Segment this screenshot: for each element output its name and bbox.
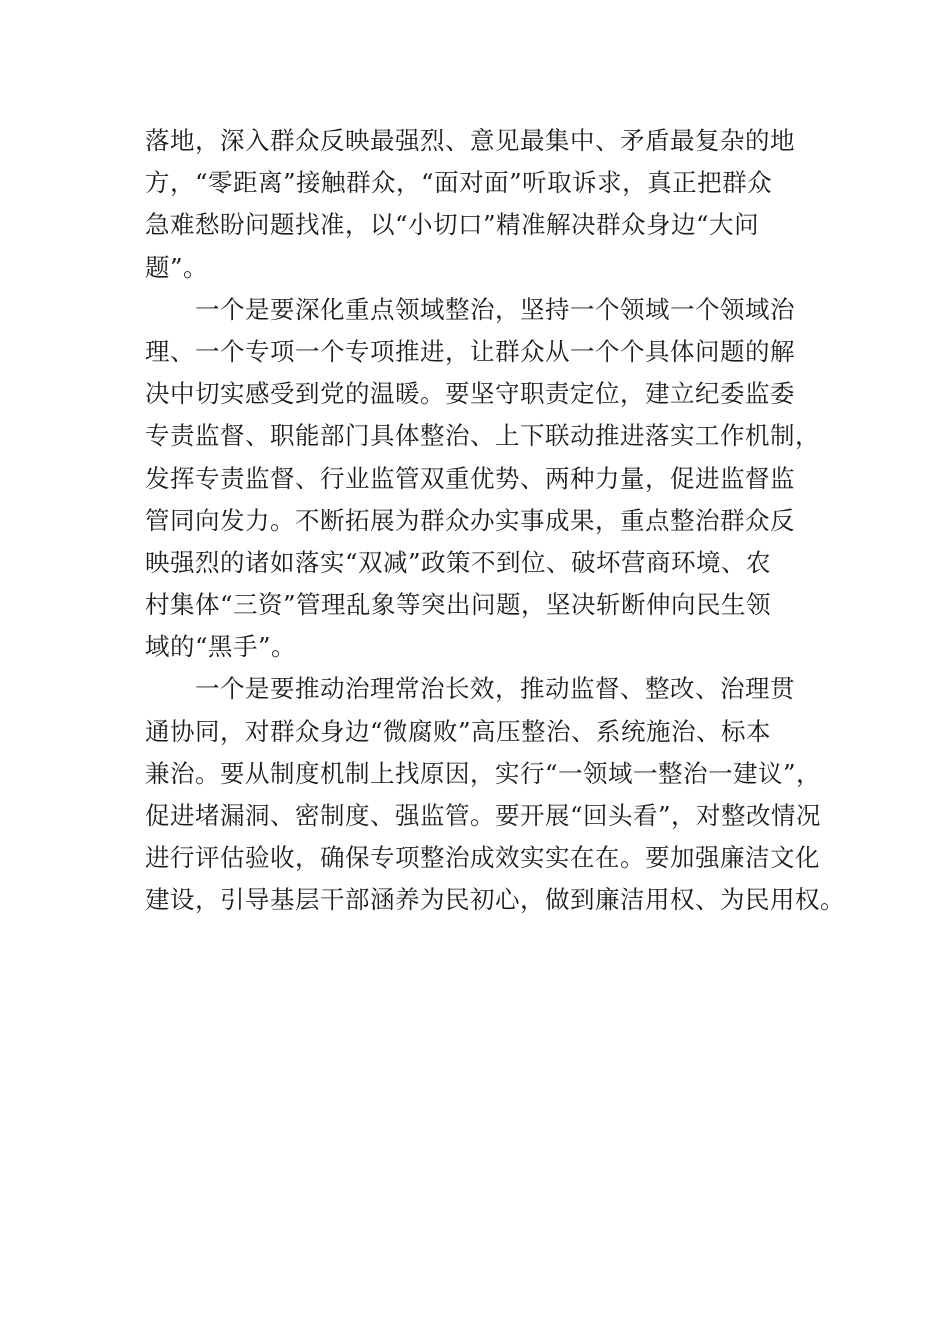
text-line: 专责监督、职能部门具体整治、上下联动推进落实工作机制， <box>145 421 820 451</box>
text-line: 急难愁盼问题找准，以“小切口”精准解决群众身边“大问 <box>145 210 760 240</box>
paragraph-1 <box>145 120 835 289</box>
text-line: 促进堵漏洞、密制度、强监管。要开展“回头看”，对整改情况 <box>145 801 822 830</box>
text-line: 一个是要推动治理常治长效，推动监督、整改、治理贯 <box>145 674 795 704</box>
text-line: 兼治。要从制度机制上找原因，实行“一领域一整治一建议”， <box>145 758 822 788</box>
text-line: 建设，引导基层干部涵养为民初心，做到廉洁用权、为民用权。 <box>145 885 845 915</box>
text-line: 题”。 <box>145 252 209 282</box>
text-line: 村集体“三资”管理乱象等突出问题，坚决斩断伸向民生领 <box>145 590 772 620</box>
text-line: 发挥专责监督、行业监管双重优势、两种力量，促进监督监 <box>145 463 795 493</box>
text-line: 进行评估验收，确保专项整治成效实实在在。要加强廉洁文化 <box>145 843 820 873</box>
paragraph-2 <box>145 289 835 669</box>
text-line: 方，“零距离”接触群众，“面对面”听取诉求，真正把群众 <box>145 168 773 198</box>
document-body <box>145 120 845 922</box>
text-line: 管同向发力。不断拓展为群众办实事成果，重点整治群众反 <box>145 505 795 535</box>
text-line: 理、一个专项一个专项推进，让群众从一个个具体问题的解 <box>145 336 795 366</box>
text-line: 映强烈的诸如落实“双减”政策不到位、破坏营商环境、农 <box>145 547 772 577</box>
text-line: 决中切实感受到党的温暖。要坚守职责定位，建立纪委监委 <box>145 379 795 409</box>
text-line: 域的“黑手”。 <box>145 632 297 662</box>
text-line: 通协同，对群众身边“微腐败”高压整治、系统施治、标本 <box>145 716 772 746</box>
text-line: 一个是要深化重点领域整治，坚持一个领域一个领域治 <box>145 294 795 324</box>
paragraph-3 <box>145 668 845 921</box>
text-line: 落地，深入群众反映最强烈、意见最集中、矛盾最复杂的地 <box>145 126 795 155</box>
